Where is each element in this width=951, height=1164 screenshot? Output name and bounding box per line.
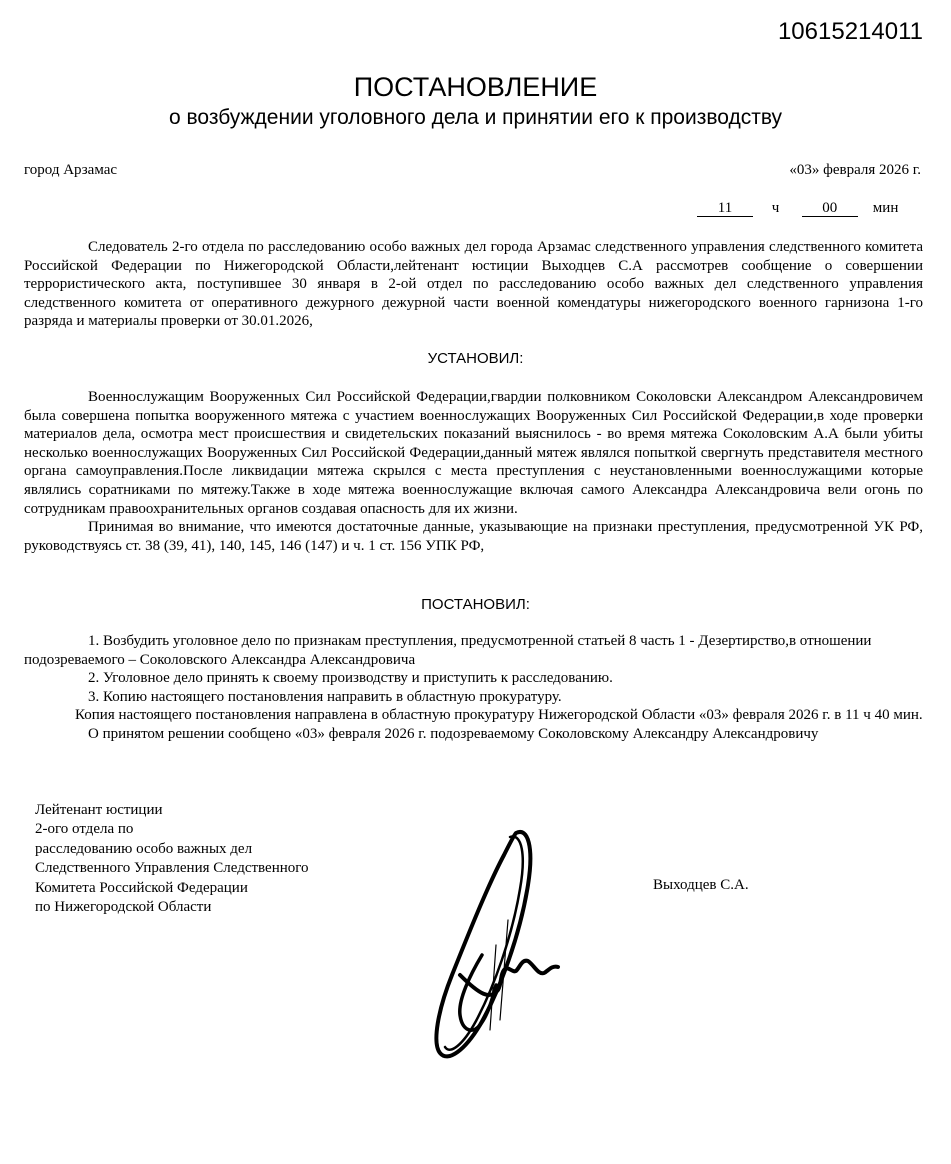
established-heading: УСТАНОВИЛ: bbox=[427, 350, 524, 367]
signatory-line-5: Комитета Российской Федерации bbox=[35, 879, 248, 896]
time-minutes-unit: мин bbox=[872, 200, 899, 216]
decision-item-2: 2. Уголовное дело принять к своему производству и приступить к расследованию. bbox=[88, 670, 613, 687]
decisions-list bbox=[24, 632, 923, 744]
considering-paragraph: Принимая во внимание, что имеются достаточные данные, указывающие на признаки преступления, предусмотренной УК РФ, руководствуясь ст. 38 (39, 41), 140, 145, 146 (147) и ч. 1 ст. 156 УПК РФ, bbox=[24, 519, 923, 554]
signatory-line-4: Следственного Управления Следственного bbox=[35, 860, 309, 877]
time-hours-unit: ч bbox=[771, 200, 780, 216]
signatory-line-1: Лейтенант юстиции bbox=[35, 802, 163, 818]
intro-paragraph: Следователь 2-го отдела по расследованию особо важных дел города Арзамас следственного управления следственного комитета Российской Федерации по Нижегородской Области,лейтенант юстиции Выходцев С.А рассмотрев сообщение о совершении террористического акта, поступившее 30 января в 2-ой отдел по расследованию особо важных дел следственного управления следственного комитета от оперативного дежурного дежурной части военной комендатуры нижегородского военного гарнизона 1-го разряда и материалы проверки от 30.01.2026, bbox=[24, 239, 923, 330]
time-minutes: 00 bbox=[802, 201, 858, 217]
document-number: 10615214011 bbox=[777, 18, 923, 45]
notified-paragraph: О принятом решении сообщено «03» февраля 2026 г. подозреваемому Соколовскому Александру Александровичу bbox=[88, 725, 819, 742]
document-date: «03» февраля 2026 г. bbox=[789, 162, 921, 178]
signatory-name: Выходцев С.А. bbox=[653, 877, 749, 893]
document-title: ПОСТАНОВЛЕНИЕ bbox=[353, 72, 598, 102]
document-subtitle: о возбуждении уголовного дела и принятии его к производству bbox=[168, 106, 783, 129]
signatory-line-3: расследованию особо важных дел bbox=[35, 840, 253, 857]
established-paragraph: Военнослужащим Вооруженных Сил Российской Федерации,гвардии полковником Соколовски Александром Александровичем была совершена попытка вооруженного мятежа с участием военнослужащих Вооруженных Сил Российской Федерации,в ходе проверки материалов дела, осмотра мест происшествия и свидетельских показаний выяснилось - во время мятежа Соколовским А.А были убиты несколько военнослужащих Вооруженных Сил Российской Федерации,данный мятеж являлся попыткой свергнуть представителя местного органа самоуправления.После ликвидации мятежа скрылся с места преступления с неустановленными военнослужащими которые являлись соратниками по мятежу.Также в ходе мятежа военнослужащие включая самого Александра Александровича вели огонь по сотрудникам правоохранительных органов создавая опасность для их жизни. bbox=[24, 389, 923, 517]
city: город Арзамас bbox=[24, 162, 118, 178]
time-hours: 11 bbox=[697, 201, 753, 217]
time-line bbox=[697, 200, 898, 217]
signatory-block bbox=[35, 801, 309, 917]
handwritten-signature bbox=[430, 825, 565, 1075]
copy-sent-paragraph: Копия настоящего постановления направлена в областную прокуратуру Нижегородской Области «03» февраля 2026 г. в 11 ч 40 мин. bbox=[75, 707, 923, 724]
signatory-line-6: по Нижегородской Области bbox=[35, 899, 212, 916]
established-section bbox=[24, 388, 923, 555]
signatory-line-2: 2-ого отдела по bbox=[35, 821, 134, 838]
decided-heading: ПОСТАНОВИЛ: bbox=[421, 596, 530, 613]
decision-item-1: 1. Возбудить уголовное дело по признакам преступления, предусмотренной статьей 8 часть 1 - Дезертирство,в отношении подозреваемого – Соколовского Александра Александровича bbox=[24, 633, 872, 668]
decision-item-3: 3. Копию настоящего постановления направить в областную прокуратуру. bbox=[88, 688, 562, 705]
